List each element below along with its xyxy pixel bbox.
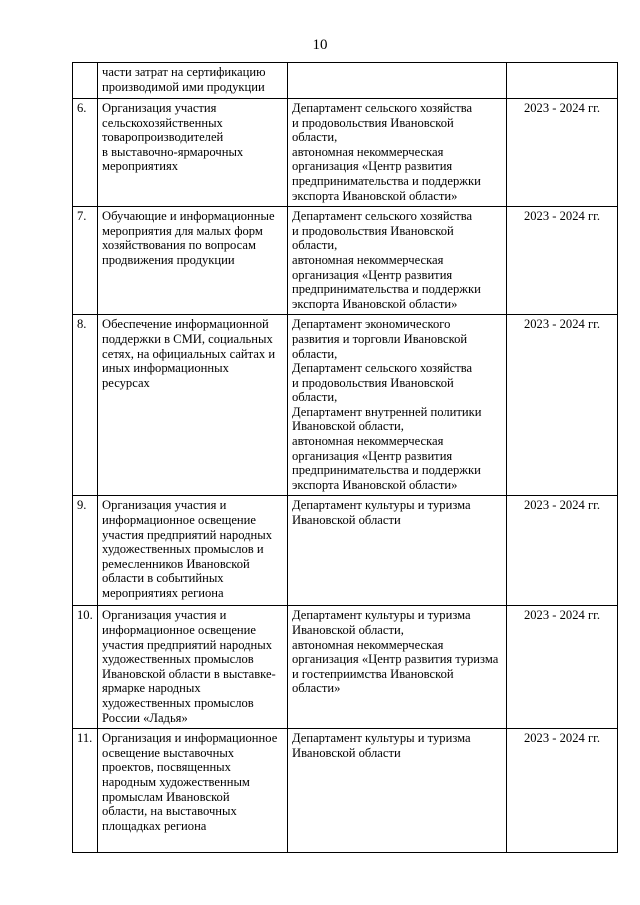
event-line: хозяйствования по вопросам [102,238,256,253]
executor-line: Ивановской области [292,513,401,528]
executor-line: Департамент сельского хозяйства [292,209,473,224]
executors-cell [288,606,507,729]
event-line: ресурсах [102,375,150,390]
page-number: 10 [312,37,328,53]
event-line: сетях, на официальных сайтах и [102,346,276,361]
event-cell [98,606,288,729]
executor-line: организация «Центр развития [292,267,453,282]
row-number-cell: 10. [73,606,98,729]
executors-cell [288,99,507,207]
event-line: производимой ими продукции [102,79,265,94]
executor-line: организация «Центр развития [292,448,453,463]
event-cell [98,207,288,315]
event-line: Организация участия и [102,498,227,513]
event-line: информационное освещение [102,513,256,528]
event-line: Организация и информационное [102,731,278,746]
executor-line: предпринимательства и поддержки [292,463,481,478]
event-cell [98,63,288,99]
executors-cell [288,729,507,853]
executor-line: развития и торговли Ивановской [292,331,468,346]
executor-line: Департамент культуры и туризма [292,498,471,513]
executors-cell [288,315,507,496]
table-row [73,63,618,99]
event-cell [98,315,288,496]
term-cell: 2023 - 2024 гг. [507,729,618,853]
event-line: области в событийных [102,571,224,586]
event-line: товаропроизводителей [102,130,224,145]
event-line: мероприятиях региона [102,586,224,600]
executor-line: области» [292,681,341,696]
event-line: промыслам Ивановской [102,789,230,804]
event-line: в выставочно-ярмарочных [102,144,244,159]
event-line: художественных промыслов [102,696,254,710]
table-row [73,606,618,729]
event-line: части затрат на сертификацию [102,65,266,79]
event-line: Организация участия и [102,608,227,623]
executor-line: Департамент культуры и туризма [292,608,471,623]
executor-line: экспорта Ивановской области» [292,188,458,203]
event-line: площадках региона [102,818,207,833]
term-cell: 2023 - 2024 гг. [507,99,618,207]
table-row [73,315,618,496]
executors-cell [288,63,507,99]
event-line: Обеспечение информационной [102,317,269,332]
event-line: ремесленников Ивановской [102,556,250,571]
event-line: мероприятиях [102,159,179,174]
executor-line: экспорта Ивановской области» [292,296,458,311]
executor-line: и продовольствия Ивановской [292,115,454,130]
event-line: освещение выставочных [102,745,235,760]
event-line: участия предприятий народных [102,527,273,542]
event-line: мероприятия для малых форм [102,223,263,238]
executor-line: области, [292,238,338,253]
event-line: Организация участия [102,101,217,115]
executor-line: области, [292,390,338,405]
executors-cell [288,207,507,315]
executor-line: автономная некоммерческая [292,252,444,267]
event-line: продвижения продукции [102,252,235,267]
event-line: Обучающие и информационные [102,209,275,224]
table-row [73,496,618,606]
row-number-cell: 6. [73,99,98,207]
executor-line: Ивановской области, [292,623,404,638]
executor-line: Департамент внутренней политики [292,404,482,419]
executor-line: Департамент сельского хозяйства [292,101,473,115]
event-line: художественных промыслов и [102,542,264,557]
term-cell: 2023 - 2024 гг. [507,606,618,729]
executor-line: Ивановской области [292,745,401,760]
table-row [73,207,618,315]
executor-line: области, [292,130,338,145]
event-line: сельскохозяйственных [102,115,223,130]
event-line: информационное освещение [102,623,256,638]
event-line: Ивановской области в выставке- [102,666,276,681]
table-row [73,729,618,853]
measures-table [72,62,618,853]
row-number-cell: 9. [73,496,98,606]
executors-cell [288,496,507,606]
executor-line: организация «Центр развития [292,159,453,174]
executor-line: Департамент экономического [292,317,451,332]
executor-line: предпринимательства и поддержки [292,282,481,297]
row-number-cell: 7. [73,207,98,315]
event-cell [98,496,288,606]
executor-line: и продовольствия Ивановской [292,375,454,390]
row-number-cell [73,63,98,99]
event-line: поддержки в СМИ, социальных [102,331,273,346]
executor-line: Ивановской области, [292,419,404,434]
executor-line: предпринимательства и поддержки [292,173,481,188]
event-line: художественных промыслов [102,652,254,667]
executor-line: области, [292,346,338,361]
term-cell: 2023 - 2024 гг. [507,496,618,606]
executor-line: экспорта Ивановской области» [292,477,458,492]
executor-line: организация «Центр развития туризма [292,652,499,667]
executor-line: Департамент культуры и туризма [292,731,471,746]
term-cell [507,63,618,99]
executor-line: и продовольствия Ивановской [292,223,454,238]
executor-line: автономная некоммерческая [292,144,444,159]
row-number-cell: 8. [73,315,98,496]
table-row [73,99,618,207]
executor-line: и гостеприимства Ивановской [292,666,454,681]
event-line: области, на выставочных [102,804,237,819]
executor-line: Департамент сельского хозяйства [292,361,473,376]
event-line: проектов, посвященных [102,760,231,775]
measures-table-body [73,63,618,853]
term-cell: 2023 - 2024 гг. [507,315,618,496]
event-line: ярмарке народных [102,681,201,696]
event-line: иных информационных [102,361,229,376]
executor-line: автономная некоммерческая [292,434,444,449]
event-line: России «Ладья» [102,710,188,725]
event-line: народным художественным [102,774,250,789]
event-cell [98,729,288,853]
event-cell [98,99,288,207]
event-line: участия предприятий народных [102,637,273,652]
row-number-cell: 11. [73,729,98,853]
term-cell: 2023 - 2024 гг. [507,207,618,315]
executor-line: автономная некоммерческая [292,637,444,652]
